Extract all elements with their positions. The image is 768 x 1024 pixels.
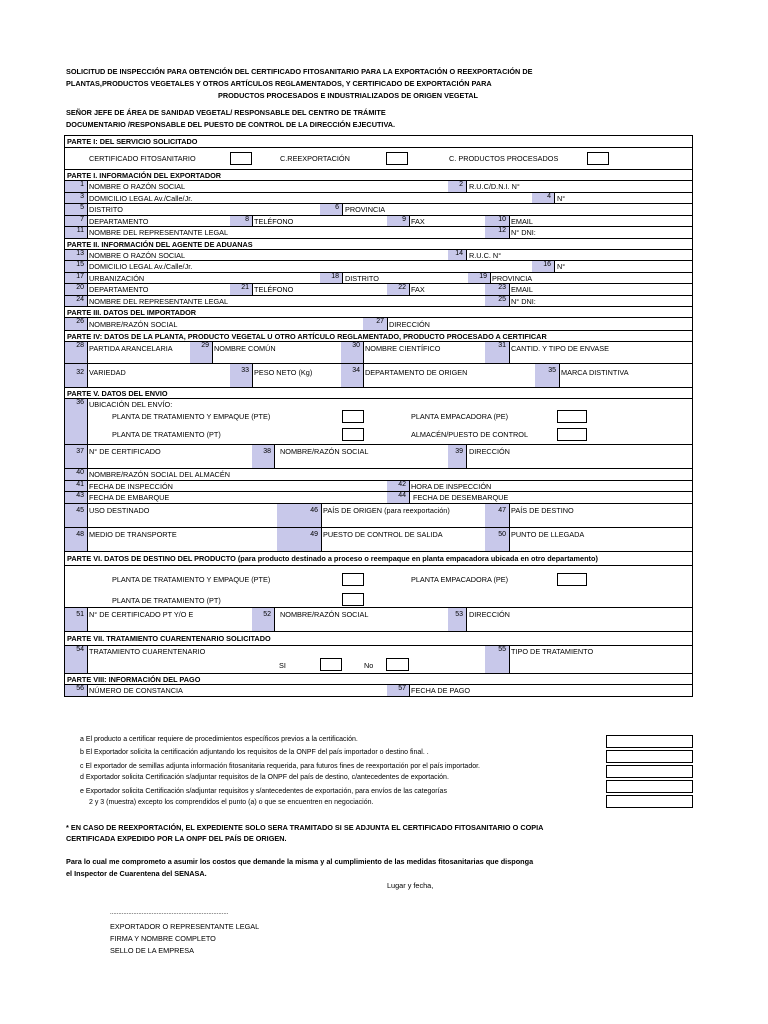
field-number-label: 55	[485, 646, 509, 673]
field-number-label: 26	[65, 318, 87, 330]
field-number-label: 3	[65, 193, 87, 204]
field-number-label: 30	[341, 342, 363, 364]
shipment-row-cert	[65, 444, 692, 468]
field-number-label: 22	[387, 284, 409, 295]
cell-divider	[274, 608, 275, 632]
field-arrival-point[interactable]: PUNTO DE LLEGADA	[511, 529, 585, 539]
field-number-label: 35	[535, 364, 559, 388]
label-pe: PLANTA EMPACADORA (PE)	[411, 412, 509, 421]
field-exporter-legal-rep[interactable]: NOMBRE DEL REPRESENTANTE LEGAL	[89, 228, 229, 237]
field-exporter-ruc[interactable]: R.U.C/D.N.I. N°	[469, 182, 520, 191]
field-agent-dni[interactable]: N° DNI:	[511, 296, 536, 306]
shipment-row-warehouse	[65, 468, 692, 480]
cell-divider	[509, 342, 510, 364]
cell-divider	[559, 364, 560, 388]
field-importer-name[interactable]: NOMBRE/RAZÓN SOCIAL	[89, 320, 178, 329]
checkbox-almacen[interactable]	[557, 428, 587, 441]
product-row-2	[65, 363, 692, 387]
field-agent-legal-rep[interactable]: NOMBRE DEL REPRESENTANTE LEGAL	[89, 296, 229, 306]
cell-divider	[363, 364, 364, 388]
field-agent-phone[interactable]: TELÉFONO	[254, 285, 294, 294]
field-number-label: 27	[363, 318, 387, 330]
cell-divider	[87, 528, 88, 552]
cell-divider	[342, 204, 343, 215]
signature-line: .......................................................................	[110, 910, 229, 916]
cell-divider	[342, 273, 343, 284]
field-exporter-province[interactable]: PROVINCIA	[345, 205, 386, 214]
cell-divider	[321, 528, 322, 552]
checkbox-certificado[interactable]	[230, 152, 252, 165]
note-box-c[interactable]	[606, 765, 693, 778]
dest-label-pe: PLANTA EMPACADORA (PE)	[411, 574, 509, 584]
field-number-label: 46	[277, 504, 321, 528]
agent-row-1	[65, 249, 692, 261]
field-exporter-department[interactable]: DEPARTAMENTO	[89, 216, 149, 226]
field-number-label: 11	[65, 227, 87, 238]
field-number-label: 15	[65, 261, 87, 272]
commitment-line-2: el Inspector de Cuarentena del SENASA.	[66, 869, 207, 878]
field-inspection-time[interactable]: HORA DE INSPECCIÓN	[411, 481, 492, 491]
label-pte: PLANTA DE TRATAMIENTO Y EMPAQUE (PTE)	[112, 412, 271, 421]
field-intended-use[interactable]: USO DESTINADO	[89, 505, 150, 515]
title-line-3: PRODUCTOS PROCESADOS E INDUSTRIALIZADOS DE ORIGEN VEGETAL	[218, 91, 479, 100]
cell-divider	[87, 445, 88, 469]
place-and-date: Lugar y fecha,	[387, 881, 434, 890]
field-number-label: 5	[65, 204, 87, 215]
field-exporter-fax[interactable]: FAX	[411, 216, 425, 226]
field-packaging[interactable]: CANTID. Y TIPO DE ENVASE	[511, 344, 609, 353]
field-number-label: 56	[65, 685, 87, 696]
cell-divider	[387, 318, 388, 330]
field-exporter-name[interactable]: NOMBRE O RAZÓN SOCIAL	[89, 182, 186, 191]
field-inspection-date[interactable]: FECHA DE INSPECCIÓN	[89, 481, 173, 491]
field-number-label: 9	[387, 216, 409, 227]
field-number-label: 2	[448, 181, 466, 192]
checkbox-no[interactable]	[386, 658, 409, 671]
title-line-2: PLANTAS,PRODUCTOS VEGETALES Y OTROS ARTÍCULOS REGLAMENTADOS, Y CERTIFICADO DE EXPORTACIÓN PARA	[66, 79, 492, 88]
cell-divider	[87, 250, 88, 261]
cell-divider	[87, 469, 88, 480]
section-product-title: PARTE IV: DATOS DE LA PLANTA, PRODUCTO VEGETAL U OTRO ARTÍCULO REGLAMENTADO, PRODUCTO PROCESADO A CERTIFICAR	[65, 330, 692, 341]
cell-divider	[87, 318, 88, 330]
cell-divider	[409, 481, 410, 492]
cell-divider	[87, 399, 88, 445]
inspection-form	[64, 135, 693, 697]
field-number-label: 24	[65, 296, 87, 307]
shipment-location-row	[65, 398, 692, 444]
checkbox-pe[interactable]	[557, 410, 587, 423]
shipment-row-transport	[65, 527, 692, 551]
field-variety[interactable]: VARIEDAD	[89, 368, 126, 377]
field-shipment-address[interactable]: DIRECCIÓN	[469, 447, 510, 456]
cell-divider	[87, 504, 88, 528]
section-payment-title: PARTE VIII: INFORMACIÓN DEL PAGO	[65, 673, 692, 684]
section-customs-agent-title: PARTE II. INFORMACIÓN DEL AGENTE DE ADUANAS	[65, 238, 692, 249]
cell-divider	[466, 608, 467, 632]
field-agent-address[interactable]: DOMICILIO LEGAL Av./Calle/Jr.	[89, 262, 193, 271]
field-agent-district[interactable]: DISTRITO	[345, 273, 379, 283]
cell-divider	[87, 193, 88, 204]
option-label-certificado: CERTIFICADO FITOSANITARIO	[89, 154, 196, 163]
cell-divider	[87, 492, 88, 503]
cell-divider	[252, 216, 253, 227]
destination-cert-row	[65, 607, 692, 631]
field-exporter-phone[interactable]: TELÉFONO	[254, 216, 294, 226]
exporter-row-5	[65, 226, 692, 238]
cell-divider	[509, 227, 510, 238]
note-d: d Exportador solicita Certificación s/adjuntar requisitos de la ONPF del país de destino, c/antecedentes de exportación.	[80, 774, 449, 781]
note-c: c El exportador de semillas adjunta información fitosanitaria requerida, para futuros fines de reexportación por el país importador.	[80, 763, 481, 770]
field-number-label: 21	[230, 284, 252, 295]
field-shipment-name[interactable]: NOMBRE/RAZÓN SOCIAL	[280, 447, 369, 456]
option-label-procesados: C. PRODUCTOS PROCESADOS	[449, 154, 559, 163]
reexport-warning-1: * EN CASO DE REEXPORTACIÓN, EL EXPEDIENTE SOLO SERA TRAMITADO SI SE ADJUNTA EL CERTIFICADO FITOSANITARIO O COPIA	[66, 823, 544, 832]
field-dest-name[interactable]: NOMBRE/RAZÓN SOCIAL	[280, 609, 369, 619]
field-number-label: 19	[468, 273, 490, 284]
section-destination-title: PARTE VI. DATOS DE DESTINO DEL PRODUCTO (para producto destinado a proceso o reempaque en planta empacadora ubicada en otro departamento)	[65, 551, 692, 565]
field-number-label: 29	[190, 342, 212, 364]
field-scientific-name[interactable]: NOMBRE CIENTÍFICO	[365, 344, 441, 353]
field-number-label: 32	[65, 364, 87, 388]
dest-checkbox-pte[interactable]	[342, 573, 364, 586]
field-number-label: 53	[448, 608, 466, 632]
field-importer-address[interactable]: DIRECCIÓN	[389, 320, 430, 329]
field-exporter-address[interactable]: DOMICILIO LEGAL Av./Calle/Jr.	[89, 193, 193, 203]
field-number-label: 13	[65, 250, 87, 261]
payment-row	[65, 684, 692, 696]
field-number-label: 10	[485, 216, 509, 227]
checkbox-procesados[interactable]	[587, 152, 609, 165]
field-certificate-number[interactable]: N° DE CERTIFICADO	[89, 447, 161, 456]
note-box-e[interactable]	[606, 795, 693, 808]
field-agent-number[interactable]: N°	[557, 262, 566, 271]
addressee-line-1: SEÑOR JEFE DE ÁREA DE SANIDAD VEGETAL/ RESPONSABLE DEL CENTRO DE TRÁMITE	[66, 108, 386, 117]
cell-divider	[554, 193, 555, 204]
field-number-label: 14	[448, 250, 466, 261]
field-treatment-type[interactable]: TIPO DE TRATAMIENTO	[511, 646, 594, 656]
cell-divider	[409, 284, 410, 295]
field-exporter-email[interactable]: EMAIL	[511, 216, 533, 226]
field-agent-ruc[interactable]: R.U.C. N°	[469, 250, 502, 260]
cell-divider	[409, 685, 410, 696]
cell-divider	[509, 646, 510, 673]
field-number-label: 12	[485, 227, 509, 238]
cell-divider	[87, 646, 88, 673]
field-dest-address[interactable]: DIRECCIÓN	[469, 609, 510, 619]
field-number-label: 34	[341, 364, 363, 388]
field-number-label: 41	[65, 481, 87, 492]
section-importer-title: PARTE III. DATOS DEL IMPORTADOR	[65, 306, 692, 317]
cell-divider	[490, 273, 491, 284]
cell-divider	[87, 261, 88, 272]
cell-divider	[509, 284, 510, 295]
dest-checkbox-pt[interactable]	[342, 593, 364, 606]
exporter-row-2	[65, 192, 692, 204]
field-number-label: 31	[485, 342, 509, 364]
field-number-label: 51	[65, 608, 87, 632]
field-number-label: 6	[320, 204, 342, 215]
cell-divider	[363, 342, 364, 364]
cell-divider	[466, 445, 467, 469]
cell-divider	[87, 227, 88, 238]
field-exporter-number[interactable]: N°	[557, 193, 566, 203]
cell-divider	[509, 216, 510, 227]
field-shipping-date[interactable]: FECHA DE EMBARQUE	[89, 493, 170, 502]
checkbox-si[interactable]	[320, 658, 342, 671]
cell-divider	[87, 273, 88, 284]
field-payment-date[interactable]: FECHA DE PAGO	[411, 685, 471, 695]
cell-divider	[87, 342, 88, 364]
agent-row-3	[65, 272, 692, 284]
checkbox-pte[interactable]	[342, 410, 364, 423]
field-agent-urbanization[interactable]: URBANIZACIÓN	[89, 273, 145, 283]
label-almacen: ALMACÉN/PUESTO DE CONTROL	[411, 430, 529, 439]
field-origin-department[interactable]: DEPARTAMENTO DE ORIGEN	[365, 368, 468, 377]
commitment-line-1: Para lo cual me comprometo a asumir los costos que demande la misma y al cumplimiento de las medidas fitosanitarias que disponga	[66, 857, 534, 866]
note-box-a[interactable]	[606, 735, 693, 748]
shipment-row-use	[65, 503, 692, 527]
field-number-label: 48	[65, 528, 87, 552]
checkbox-reexportacion[interactable]	[386, 152, 408, 165]
dest-label-pte: PLANTA DE TRATAMIENTO Y EMPAQUE (PTE)	[112, 574, 271, 584]
exporter-row-4	[65, 215, 692, 227]
field-number-label: 18	[320, 273, 342, 284]
field-dest-certificate[interactable]: N° DE CERTIFICADO PT Y/O E	[89, 609, 194, 619]
note-b: b El Exportador solicita la certificación adjuntando los requisitos de la ONPF del país importador o destino final. .	[80, 749, 429, 756]
cell-divider	[274, 445, 275, 469]
product-row-1	[65, 341, 692, 363]
note-e-continued: 2 y 3 (muestra) excepto los comprendidos el punto (a) o que se encuentren en negociación.	[89, 799, 374, 806]
cell-divider	[409, 492, 410, 503]
note-e: e Exportador solicita Certificación s/adjuntar requisitos y s/antecedentes de exportación, para envíos de las categorías	[80, 788, 447, 795]
field-number-label: 45	[65, 504, 87, 528]
field-number-label: 47	[485, 504, 509, 528]
field-number-label: 50	[485, 528, 509, 552]
destination-plant-row	[65, 565, 692, 607]
cell-divider	[87, 481, 88, 492]
section-service-title: PARTE I: DEL SERVICIO SOLICITADO	[67, 137, 198, 146]
title-line-1: SOLICITUD DE INSPECCIÓN PARA OBTENCIÓN DEL CERTIFICADO FITOSANITARIO PARA LA EXPORTACIÓN O REEXPORTACIÓN DE	[66, 67, 533, 76]
cell-divider	[509, 504, 510, 528]
field-number-label: 17	[65, 273, 87, 284]
reexport-warning-2: CERTIFICADA EXPEDIDO POR LA ONPF DEL PAÍS DE ORIGEN.	[66, 834, 287, 843]
dest-label-pt: PLANTA DE TRATAMIENTO (PT)	[112, 595, 221, 605]
treatment-row	[65, 645, 692, 673]
field-number-label: 16	[532, 261, 554, 272]
field-number-label: 1	[65, 181, 87, 192]
field-warehouse-name[interactable]: NOMBRE/RAZÓN SOCIAL DEL ALMACÉN	[89, 470, 230, 479]
note-a: a El producto a certificar requiere de procedimientos específicos previos a la certificación.	[80, 736, 358, 743]
note-box-b[interactable]	[606, 750, 693, 763]
field-tariff-code[interactable]: PARTIDA ARANCELARIA	[89, 344, 173, 353]
field-number-label: 23	[485, 284, 509, 295]
field-agent-fax[interactable]: FAX	[411, 285, 425, 294]
field-exporter-district[interactable]: DISTRITO	[89, 205, 123, 214]
field-number-label: 54	[65, 646, 87, 673]
field-number-label: 40	[65, 469, 87, 480]
label-no: No	[364, 660, 374, 670]
signature-label-3: SELLO DE LA EMPRESA	[110, 946, 194, 955]
cell-divider	[87, 296, 88, 307]
section-shipment-title: PARTE V. DATOS DEL ENVIO	[65, 387, 692, 398]
field-number-label: 52	[252, 608, 274, 632]
field-number-label: 36	[65, 399, 87, 445]
field-common-name[interactable]: NOMBRE COMÚN	[214, 344, 276, 353]
field-origin-country[interactable]: PAÍS DE ORIGEN (para reexportación)	[323, 505, 450, 515]
cell-divider	[212, 342, 213, 364]
cell-divider	[554, 261, 555, 272]
field-quarantine-treatment[interactable]: TRATAMIENTO CUARENTENARIO	[89, 646, 206, 656]
field-unloading-date[interactable]: FECHA DE DESEMBARQUE	[413, 493, 509, 502]
field-number-label: 37	[65, 445, 87, 469]
field-exporter-dni[interactable]: N° DNI:	[511, 228, 536, 237]
section-treatment-title: PARTE VII. TRATAMIENTO CUARENTENARIO SOLICITADO	[65, 631, 692, 645]
cell-divider	[252, 364, 253, 388]
field-number-label: 44	[387, 492, 409, 503]
label-pt: PLANTA DE TRATAMIENTO (PT)	[112, 430, 221, 439]
dest-checkbox-pe[interactable]	[557, 573, 587, 586]
field-agent-province[interactable]: PROVINCIA	[492, 273, 533, 283]
exporter-row-1	[65, 180, 692, 192]
signature-label-2: FIRMA Y NOMBRE COMPLETO	[110, 934, 216, 943]
field-number-label: 25	[485, 296, 509, 307]
cell-divider	[87, 284, 88, 295]
field-receipt-number[interactable]: NÚMERO DE CONSTANCIA	[89, 685, 183, 695]
field-number-label: 28	[65, 342, 87, 364]
service-options-row	[65, 147, 692, 169]
shipment-row-inspection	[65, 480, 692, 492]
field-agent-email[interactable]: EMAIL	[511, 285, 533, 294]
field-transport[interactable]: MEDIO DE TRANSPORTE	[89, 529, 177, 539]
field-agent-name[interactable]: NOMBRE O RAZÓN SOCIAL	[89, 250, 186, 260]
cell-divider	[87, 364, 88, 388]
field-number-label: 39	[448, 445, 466, 469]
cell-divider	[252, 284, 253, 295]
field-agent-department[interactable]: DEPARTAMENTO	[89, 285, 149, 294]
field-number-label: 49	[277, 528, 321, 552]
exporter-row-3	[65, 203, 692, 215]
agent-row-2	[65, 260, 692, 272]
field-number-label: 38	[252, 445, 274, 469]
field-number-label: 8	[230, 216, 252, 227]
option-label-reexportacion: C.REEXPORTACIÓN	[280, 154, 350, 163]
addressee-line-2: DOCUMENTARIO /RESPONSABLE DEL PUESTO DE CONTROL DE LA DIRECCIÓN EJECUTIVA.	[66, 120, 396, 129]
field-number-label: 4	[532, 193, 554, 204]
field-number-label: 20	[65, 284, 87, 295]
field-net-weight[interactable]: PESO NETO (Kg)	[254, 368, 313, 377]
field-destination-country[interactable]: PAÍS DE DESTINO	[511, 505, 574, 515]
cell-divider	[87, 181, 88, 192]
cell-divider	[466, 181, 467, 192]
field-brand[interactable]: MARCA DISTINTIVA	[561, 368, 629, 377]
cell-divider	[87, 204, 88, 215]
field-number-label: 7	[65, 216, 87, 227]
section-exporter-title: PARTE I. INFORMACIÓN DEL EXPORTADOR	[65, 169, 692, 180]
cell-divider	[87, 216, 88, 227]
agent-row-5	[65, 295, 692, 307]
field-number-label: 43	[65, 492, 87, 503]
cell-divider	[409, 216, 410, 227]
field-exit-control-point[interactable]: PUESTO DE CONTROL DE SALIDA	[323, 529, 443, 539]
signature-label-1: EXPORTADOR O REPRESENTANTE LEGAL	[110, 922, 260, 931]
importer-row	[65, 317, 692, 330]
cell-divider	[466, 250, 467, 261]
note-box-d[interactable]	[606, 780, 693, 793]
cell-divider	[87, 608, 88, 632]
field-number-label: 57	[387, 685, 409, 696]
cell-divider	[87, 685, 88, 696]
cell-divider	[509, 296, 510, 307]
cell-divider	[509, 528, 510, 552]
checkbox-pt[interactable]	[342, 428, 364, 441]
shipment-row-shipping	[65, 491, 692, 503]
field-number-label: 42	[387, 481, 409, 492]
field-number-label: 33	[230, 364, 252, 388]
label-si: SI	[279, 660, 286, 670]
cell-divider	[321, 504, 322, 528]
agent-row-4	[65, 283, 692, 295]
field-shipment-location: UBICACIÓN DEL ENVÍO:	[89, 400, 173, 409]
